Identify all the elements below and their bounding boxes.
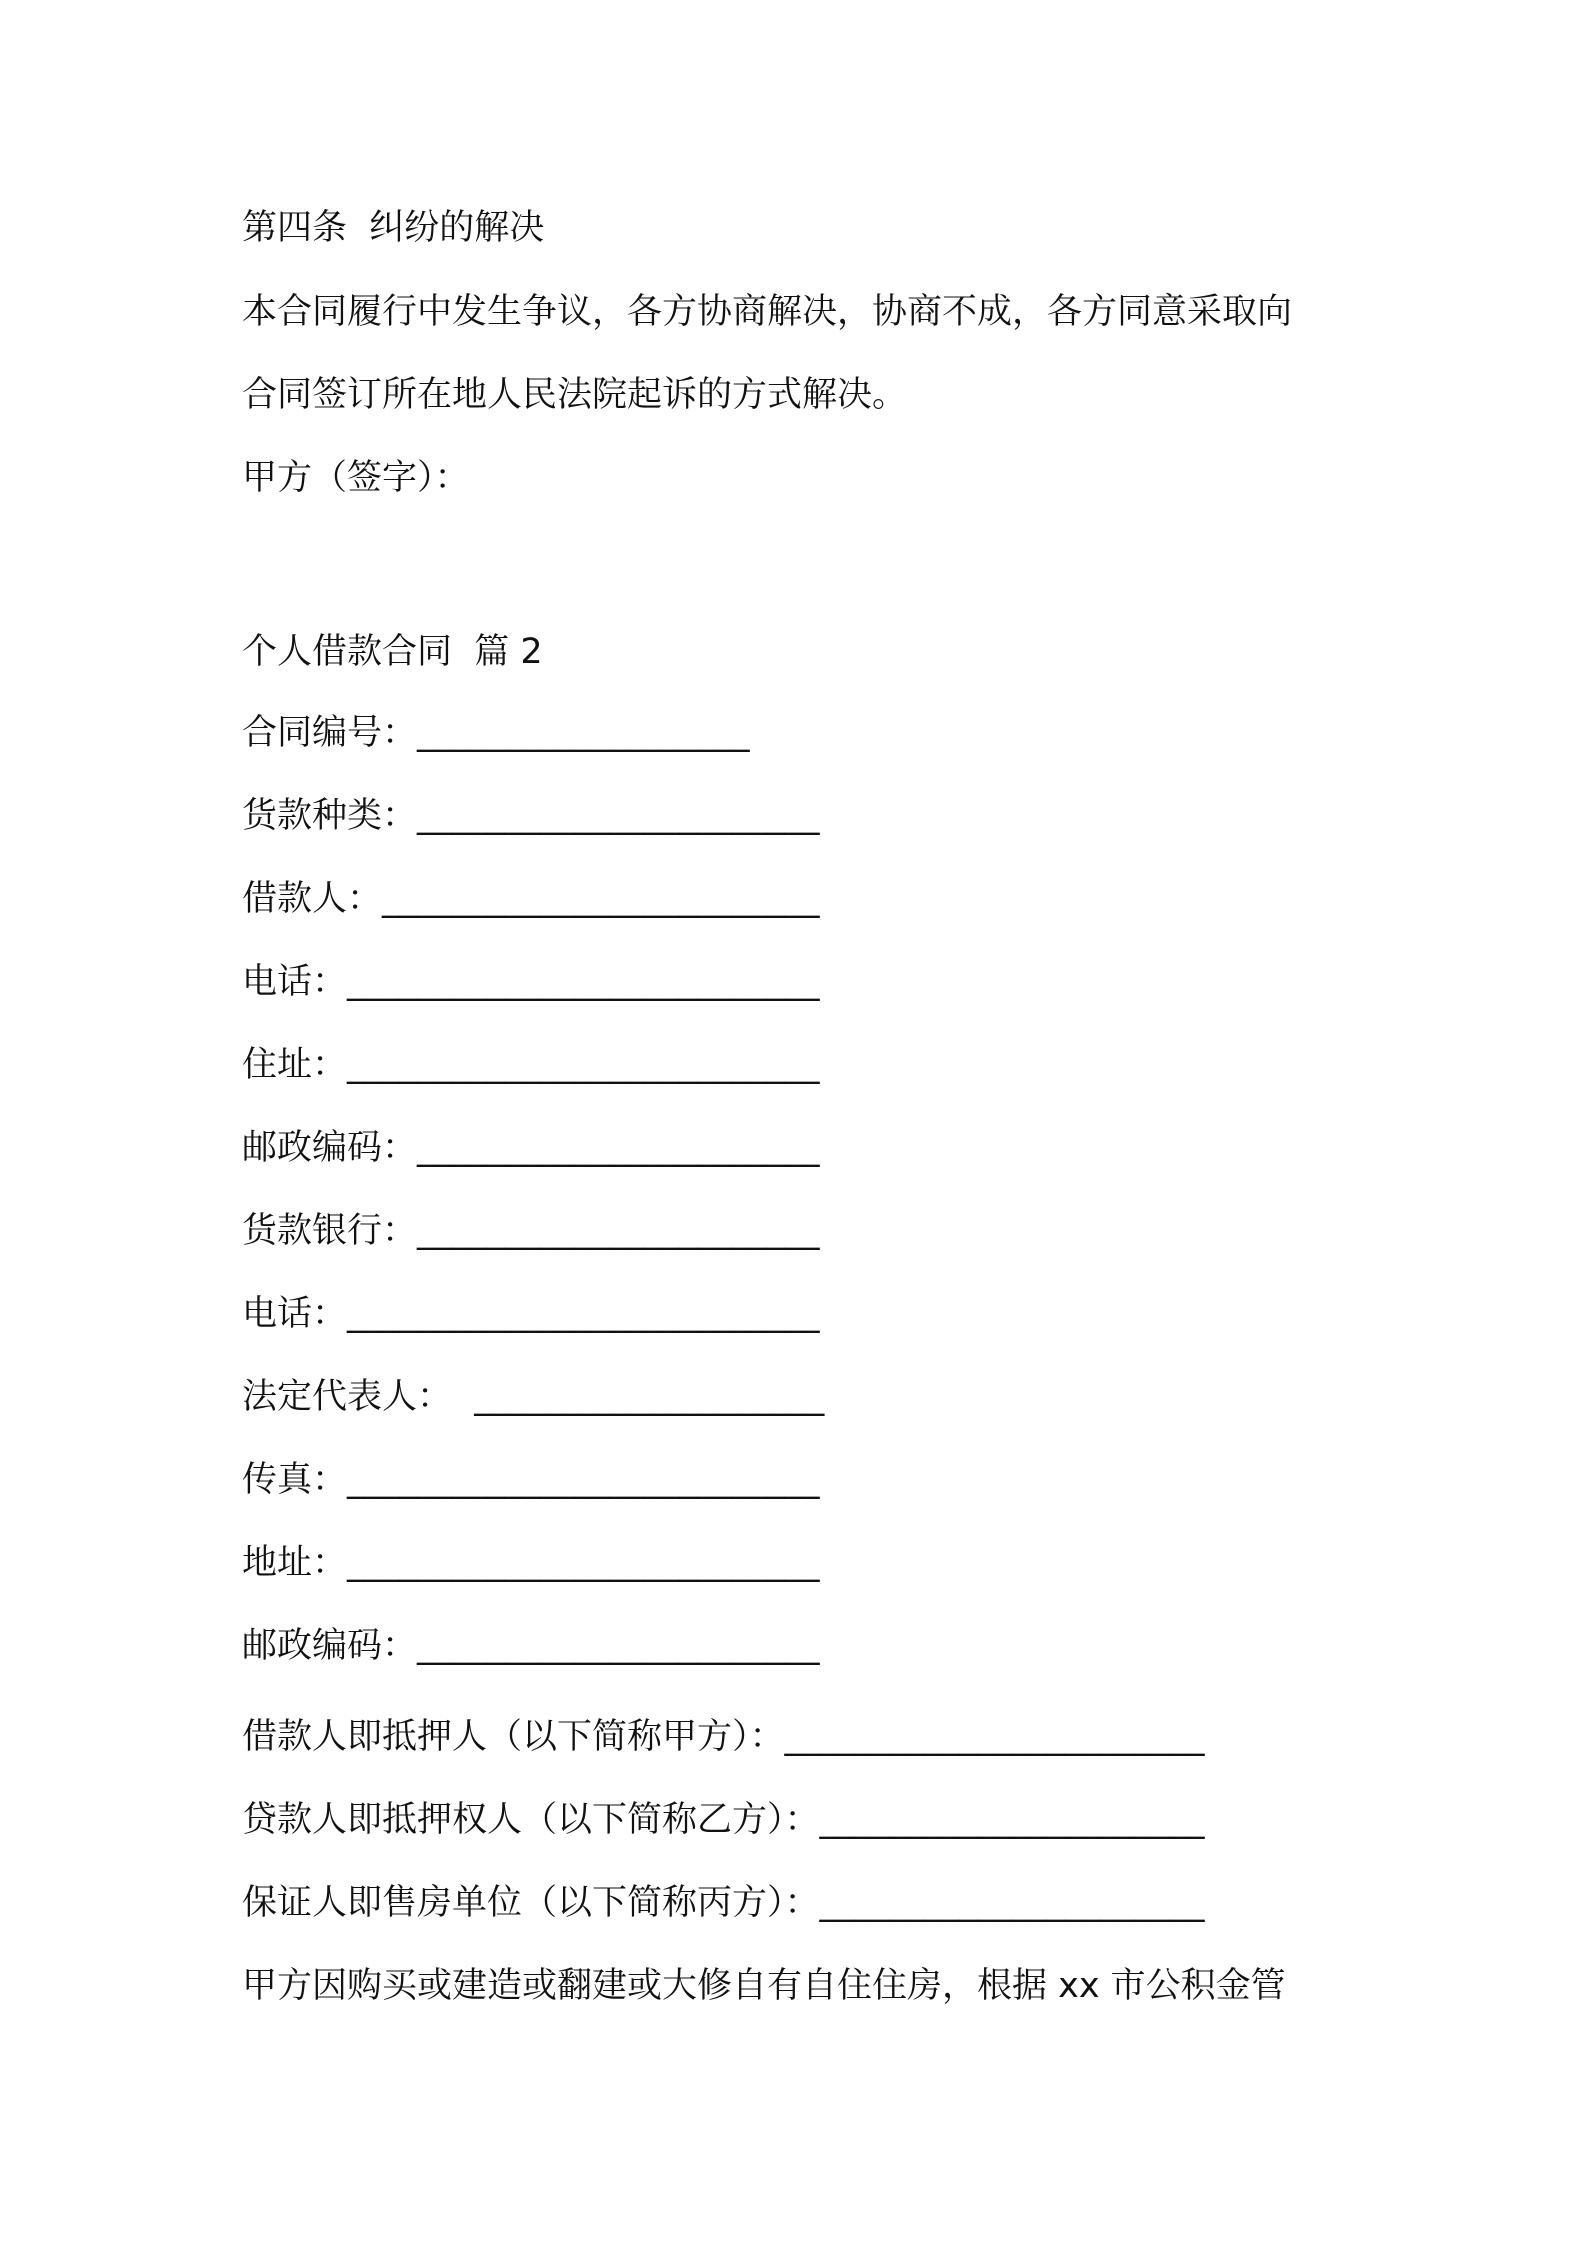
field-borrower-address: 住址：___________________________ bbox=[242, 1045, 820, 1085]
field-party-b: 贷款人即抵押权人（以下简称乙方）：______________________ bbox=[242, 1800, 1205, 1840]
field-contract-number: 合同编号：___________________ bbox=[242, 713, 750, 753]
field-bank-address: 地址：___________________________ bbox=[242, 1543, 820, 1583]
party-a-signature-label: 甲方（签字）： bbox=[242, 458, 470, 498]
paragraph-line: 本合同履行中发生争议，各方协商解决，协商不成，各方同意采取向 bbox=[242, 292, 1293, 332]
field-borrower-postcode: 邮政编码：_______________________ bbox=[242, 1128, 820, 1168]
section-heading: 个人借款合同 篇 2 bbox=[242, 632, 543, 672]
field-party-a: 借款人即抵押人（以下简称甲方）：________________________ bbox=[242, 1717, 1205, 1757]
paragraph-line: 甲方因购买或建造或翻建或大修自有自住住房，根据 xx 市公积金管 bbox=[242, 1966, 1286, 2006]
field-borrower: 借款人：_________________________ bbox=[242, 879, 820, 919]
field-legal-representative: 法定代表人： ____________________ bbox=[242, 1377, 825, 1417]
paragraph-line: 合同签订所在地人民法院起诉的方式解决。 bbox=[242, 375, 908, 415]
field-lending-bank: 货款银行：_______________________ bbox=[242, 1211, 820, 1251]
field-party-c: 保证人即售房单位（以下简称丙方）：______________________ bbox=[242, 1883, 1205, 1923]
field-borrower-phone: 电话：___________________________ bbox=[242, 962, 820, 1002]
field-bank-postcode: 邮政编码：_______________________ bbox=[242, 1626, 820, 1666]
field-fax: 传真：___________________________ bbox=[242, 1460, 820, 1500]
field-bank-phone: 电话：___________________________ bbox=[242, 1294, 820, 1334]
field-loan-type: 货款种类：_______________________ bbox=[242, 796, 820, 836]
article-title: 第四条 纠纷的解决 bbox=[242, 208, 545, 248]
